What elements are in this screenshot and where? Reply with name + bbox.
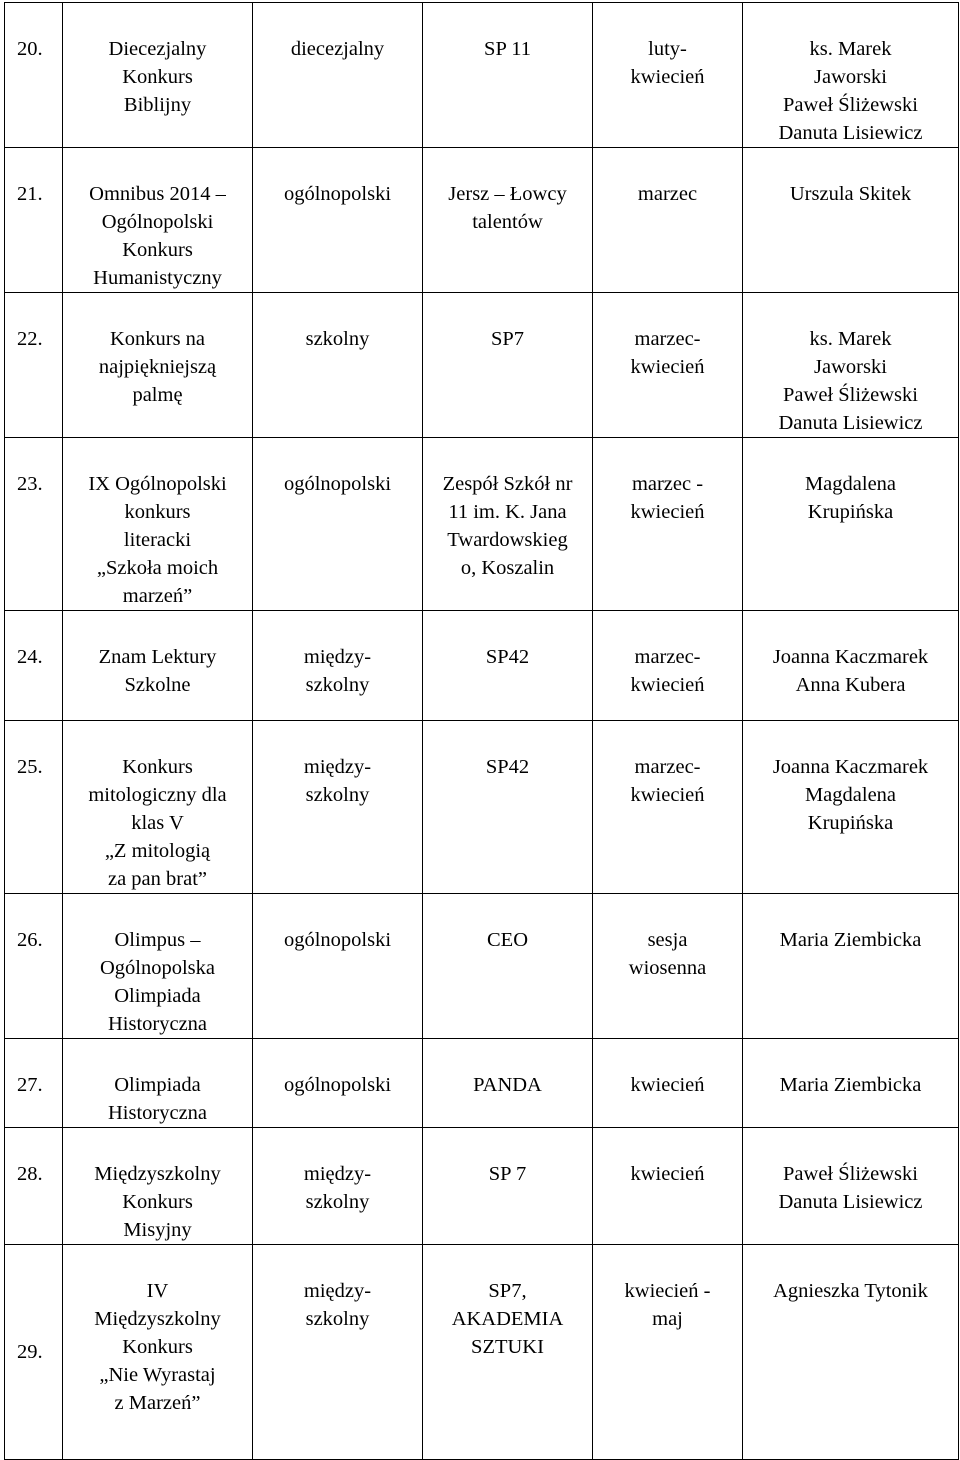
competition-name: Międzyszkolny Konkurs Misyjny	[63, 1128, 253, 1245]
competition-date: marzec	[593, 148, 743, 293]
competition-level: ogólnopolski	[253, 1039, 423, 1128]
competition-date: kwiecień - maj	[593, 1245, 743, 1460]
competition-name: Olimpus – Ogólnopolska Olimpiada Historyczna	[63, 894, 253, 1039]
row-number: 28.	[5, 1128, 63, 1245]
competition-name: Konkurs mitologiczny dla klas V „Z mitologią za pan brat”	[63, 721, 253, 894]
row-number: 22.	[5, 293, 63, 438]
competition-persons: Magdalena Krupińska	[743, 438, 959, 611]
competition-name: IX Ogólnopolski konkurs literacki „Szkoła moich marzeń”	[63, 438, 253, 611]
row-number: 20.	[5, 3, 63, 148]
competition-date: luty- kwiecień	[593, 3, 743, 148]
competition-date: kwiecień	[593, 1128, 743, 1245]
table-row	[5, 438, 959, 611]
competition-place: CEO	[423, 894, 593, 1039]
table-row	[5, 1128, 959, 1245]
competition-level: między- szkolny	[253, 1245, 423, 1460]
competition-level: ogólnopolski	[253, 438, 423, 611]
competition-persons: ks. Marek Jaworski Paweł Śliżewski Danuta Lisiewicz	[743, 293, 959, 438]
table-row	[5, 3, 959, 148]
competition-date: marzec- kwiecień	[593, 611, 743, 721]
competition-place: PANDA	[423, 1039, 593, 1128]
competition-date: marzec- kwiecień	[593, 293, 743, 438]
table-row	[5, 1039, 959, 1128]
competition-place: SP 11	[423, 3, 593, 148]
competition-date: sesja wiosenna	[593, 894, 743, 1039]
table-row	[5, 721, 959, 894]
competition-level: między- szkolny	[253, 611, 423, 721]
row-number: 27.	[5, 1039, 63, 1128]
row-number: 29.	[5, 1245, 63, 1460]
row-number: 23.	[5, 438, 63, 611]
table-row	[5, 148, 959, 293]
competition-date: kwiecień	[593, 1039, 743, 1128]
competition-place: SP7	[423, 293, 593, 438]
competition-date: marzec- kwiecień	[593, 721, 743, 894]
row-number: 25.	[5, 721, 63, 894]
competition-persons: Maria Ziembicka	[743, 894, 959, 1039]
competition-persons: Agnieszka Tytonik	[743, 1245, 959, 1460]
competition-level: ogólnopolski	[253, 148, 423, 293]
competition-level: diecezjalny	[253, 3, 423, 148]
table-row	[5, 611, 959, 721]
competition-name: Omnibus 2014 – Ogólnopolski Konkurs Humanistyczny	[63, 148, 253, 293]
row-number: 21.	[5, 148, 63, 293]
table-row	[5, 894, 959, 1039]
competition-persons: Joanna Kaczmarek Magdalena Krupińska	[743, 721, 959, 894]
competition-level: ogólnopolski	[253, 894, 423, 1039]
competition-name: Diecezjalny Konkurs Biblijny	[63, 3, 253, 148]
competition-place: SP42	[423, 721, 593, 894]
competition-name: Znam Lektury Szkolne	[63, 611, 253, 721]
table-row	[5, 293, 959, 438]
competition-persons: Paweł Śliżewski Danuta Lisiewicz	[743, 1128, 959, 1245]
competition-name: IV Międzyszkolny Konkurs „Nie Wyrastaj z Marzeń”	[63, 1245, 253, 1460]
row-number: 26.	[5, 894, 63, 1039]
competition-level: między- szkolny	[253, 721, 423, 894]
competition-persons: Urszula Skitek	[743, 148, 959, 293]
table-row	[5, 1245, 959, 1460]
competition-place: SP 7	[423, 1128, 593, 1245]
row-number: 24.	[5, 611, 63, 721]
competition-place: Zespół Szkół nr 11 im. K. Jana Twardowskieg o, Koszalin	[423, 438, 593, 611]
competition-place: SP42	[423, 611, 593, 721]
competition-name: Olimpiada Historyczna	[63, 1039, 253, 1128]
competition-place: SP7, AKADEMIA SZTUKI	[423, 1245, 593, 1460]
competitions-table	[4, 2, 959, 1460]
competition-date: marzec - kwiecień	[593, 438, 743, 611]
competition-place: Jersz – Łowcy talentów	[423, 148, 593, 293]
competition-persons: Joanna Kaczmarek Anna Kubera	[743, 611, 959, 721]
competition-name: Konkurs na najpiękniejszą palmę	[63, 293, 253, 438]
competition-level: szkolny	[253, 293, 423, 438]
competition-level: między- szkolny	[253, 1128, 423, 1245]
competition-persons: Maria Ziembicka	[743, 1039, 959, 1128]
competition-persons: ks. Marek Jaworski Paweł Śliżewski Danuta Lisiewicz	[743, 3, 959, 148]
